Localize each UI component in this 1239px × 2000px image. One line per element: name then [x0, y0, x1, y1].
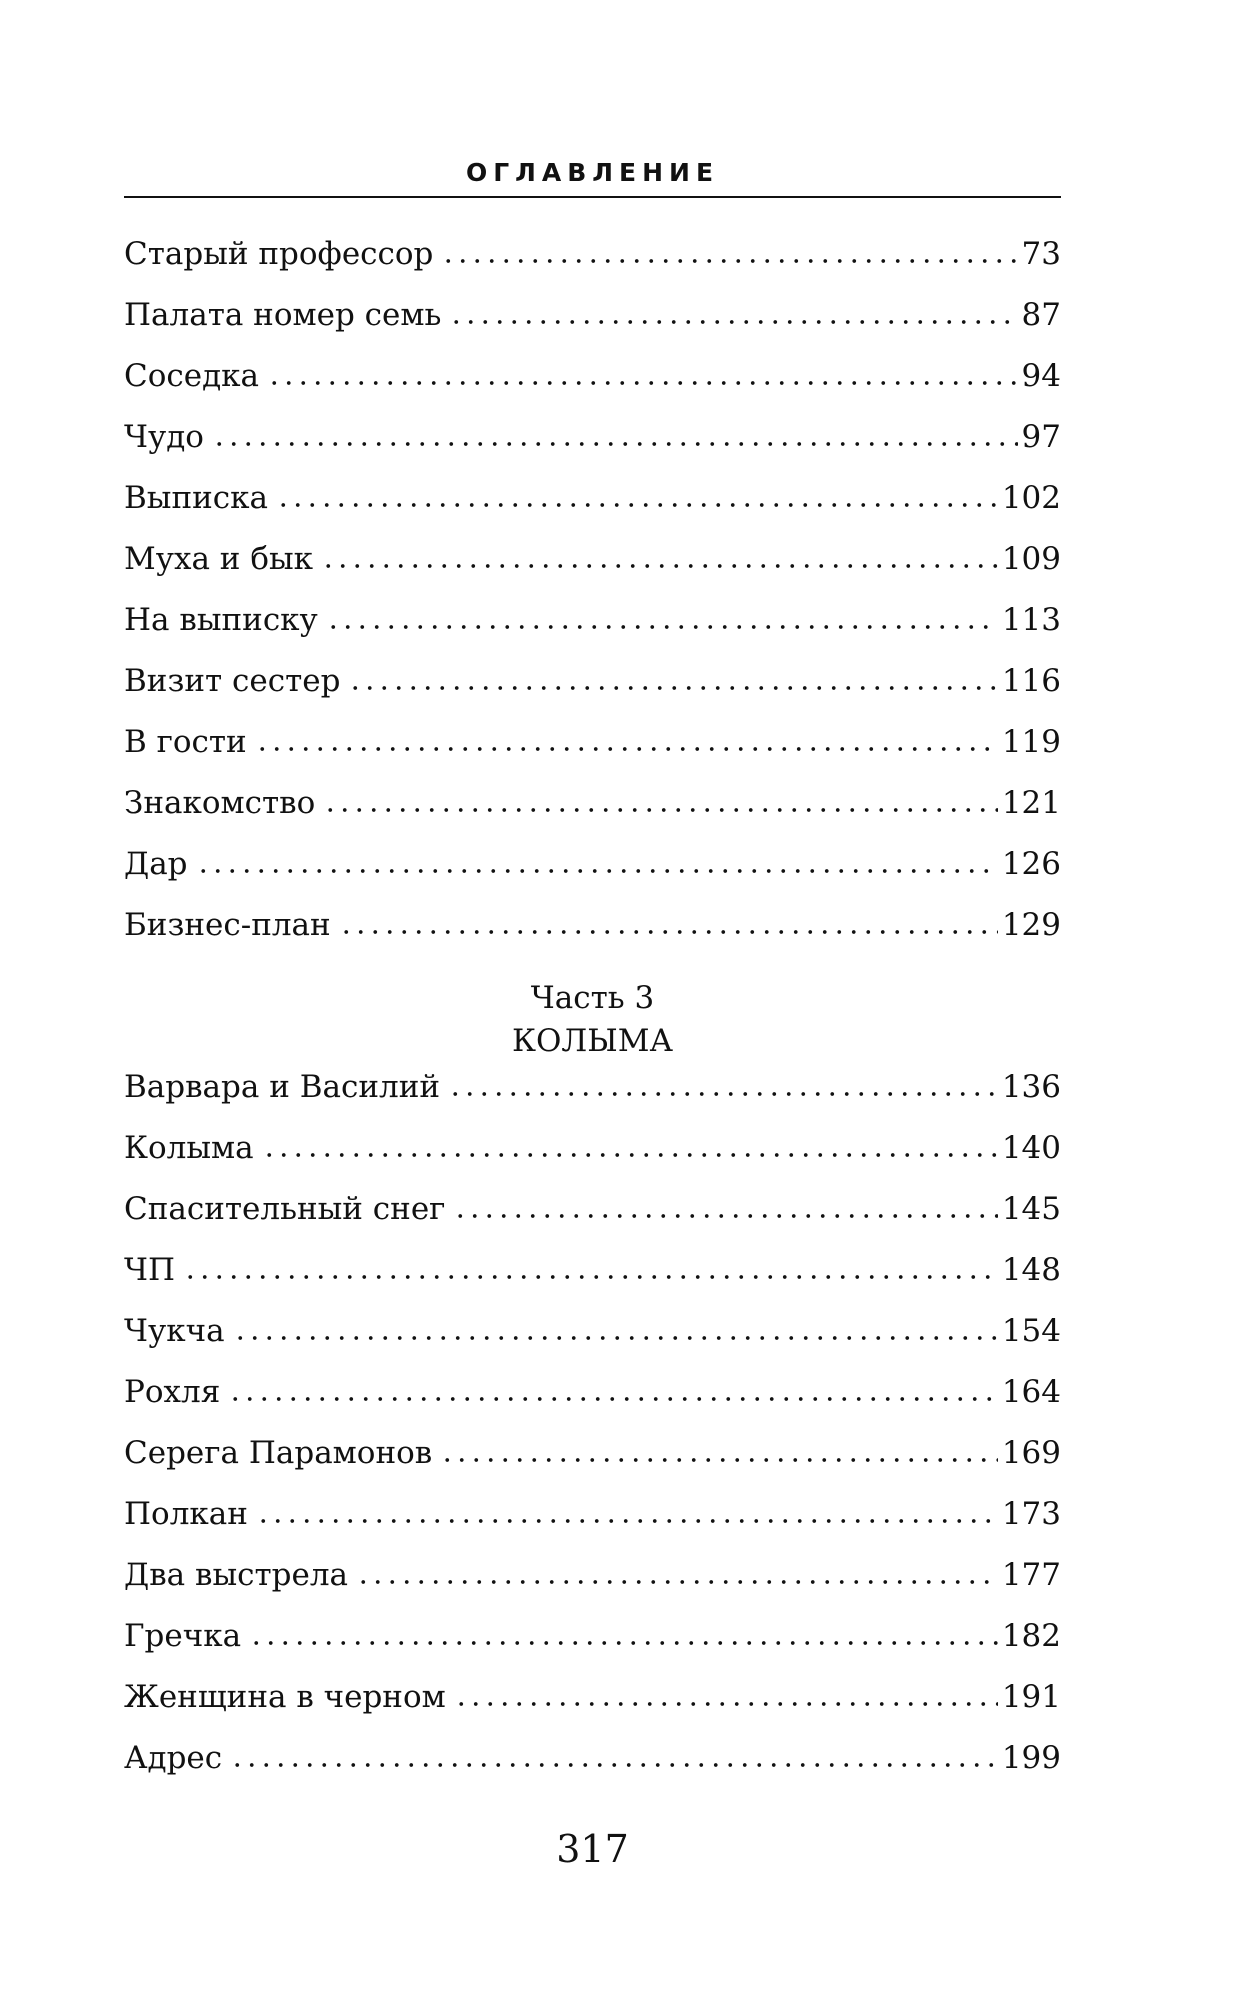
toc-entry-page: 126 — [1001, 846, 1061, 882]
toc-entry-page: 182 — [1001, 1618, 1061, 1654]
dot-leader — [441, 258, 1017, 264]
toc-entry[interactable] — [124, 720, 1061, 764]
toc-entry[interactable] — [124, 903, 1061, 947]
part-title: КОЛЫМА — [512, 1023, 673, 1059]
toc-entry-page: 87 — [1021, 297, 1061, 333]
toc-entry-title: ЧП — [124, 1252, 175, 1288]
toc-entry-page: 94 — [1021, 358, 1061, 394]
toc-entry-page: 116 — [1001, 663, 1061, 699]
dot-leader — [255, 746, 998, 752]
toc-entry-title: Полкан — [124, 1496, 248, 1532]
dot-leader — [233, 1335, 998, 1341]
toc-entry[interactable] — [124, 1370, 1061, 1414]
toc-entry-title: Рохля — [124, 1374, 221, 1410]
dot-leader — [323, 807, 998, 813]
toc-entry-title: Выписка — [124, 480, 268, 516]
toc-entry[interactable] — [124, 598, 1061, 642]
toc-entry[interactable] — [124, 1736, 1061, 1780]
toc-entry-page: 73 — [1021, 236, 1061, 272]
toc-entry-page: 199 — [1001, 1740, 1061, 1776]
dot-leader — [321, 563, 998, 569]
toc-entry[interactable] — [124, 659, 1061, 703]
part-label: Часть 3 — [530, 980, 655, 1016]
dot-leader — [454, 1701, 998, 1707]
toc-entry-title: Два выстрела — [124, 1557, 348, 1593]
toc-entry[interactable] — [124, 1248, 1061, 1292]
toc-entry[interactable] — [124, 1431, 1061, 1475]
toc-entry[interactable] — [124, 293, 1061, 337]
dot-leader — [348, 685, 997, 691]
dot-leader — [356, 1579, 998, 1585]
toc-entry-title: Старый профессор — [124, 236, 434, 272]
toc-entry[interactable] — [124, 1126, 1061, 1170]
toc-entry-title: Палата номер семь — [124, 297, 442, 333]
dot-leader — [230, 1762, 998, 1768]
toc-entry-page: 140 — [1001, 1130, 1061, 1166]
running-head: ОГЛАВЛЕНИЕ — [465, 158, 720, 187]
toc-entry[interactable] — [124, 476, 1061, 520]
toc-entry-title: Чукча — [124, 1313, 225, 1349]
dot-leader — [228, 1396, 998, 1402]
dot-leader — [448, 1091, 998, 1097]
dot-leader — [249, 1640, 998, 1646]
toc-entry-title: Гречка — [124, 1618, 242, 1654]
toc-entry-title: Знакомство — [124, 785, 316, 821]
toc-entry[interactable] — [124, 415, 1061, 459]
toc-entry-page: 113 — [1001, 602, 1061, 638]
toc-entry-page: 154 — [1001, 1313, 1061, 1349]
dot-leader — [183, 1274, 998, 1280]
toc-entry-title: В гости — [124, 724, 247, 760]
toc-entry-title: Чудо — [124, 419, 204, 455]
toc-entry-page: 109 — [1001, 541, 1061, 577]
toc-entry[interactable] — [124, 1492, 1061, 1536]
toc-entry-title: Варвара и Василий — [124, 1069, 441, 1105]
toc-entry-page: 97 — [1021, 419, 1061, 455]
toc-entry-page: 129 — [1001, 907, 1061, 943]
toc-entry-page: 145 — [1001, 1191, 1061, 1227]
toc-entry[interactable] — [124, 842, 1061, 886]
toc-entry[interactable] — [124, 537, 1061, 581]
toc-entry-page: 164 — [1001, 1374, 1061, 1410]
dot-leader — [440, 1457, 998, 1463]
toc-entry-page: 119 — [1001, 724, 1061, 760]
toc-entry-page: 148 — [1001, 1252, 1061, 1288]
toc-entry-page: 177 — [1001, 1557, 1061, 1593]
toc-entry-title: Спасительный снег — [124, 1191, 446, 1227]
toc-entry-page: 173 — [1001, 1496, 1061, 1532]
toc-entry[interactable] — [124, 1553, 1061, 1597]
toc-entry-title: Дар — [124, 846, 188, 882]
dot-leader — [453, 1213, 997, 1219]
dot-leader — [326, 624, 998, 630]
toc-page — [124, 0, 1061, 2000]
page-number: 317 — [556, 1827, 629, 1871]
toc-entry-page: 191 — [1001, 1679, 1061, 1715]
dot-leader — [262, 1152, 998, 1158]
toc-entry-page: 136 — [1001, 1069, 1061, 1105]
toc-entry-page: 121 — [1001, 785, 1061, 821]
dot-leader — [449, 319, 1017, 325]
toc-entry-title: Бизнес-план — [124, 907, 331, 943]
dot-leader — [267, 380, 1018, 386]
toc-entry-title: Серега Парамонов — [124, 1435, 433, 1471]
toc-entry[interactable] — [124, 1309, 1061, 1353]
toc-entry[interactable] — [124, 1675, 1061, 1719]
dot-leader — [212, 441, 1018, 447]
toc-entry[interactable] — [124, 1187, 1061, 1231]
toc-entry-title: Адрес — [124, 1740, 223, 1776]
dot-leader — [276, 502, 998, 508]
dot-leader — [196, 868, 998, 874]
toc-entry-page: 169 — [1001, 1435, 1061, 1471]
header-rule — [124, 196, 1061, 198]
toc-entry-title: На выписку — [124, 602, 318, 638]
toc-entry-title: Соседка — [124, 358, 260, 394]
toc-entry[interactable] — [124, 232, 1061, 276]
toc-entry[interactable] — [124, 354, 1061, 398]
toc-entry[interactable] — [124, 1065, 1061, 1109]
dot-leader — [339, 929, 998, 935]
toc-entry-title: Колыма — [124, 1130, 254, 1166]
dot-leader — [256, 1518, 998, 1524]
toc-entry[interactable] — [124, 1614, 1061, 1658]
toc-entry-title: Визит сестер — [124, 663, 341, 699]
toc-entry[interactable] — [124, 781, 1061, 825]
toc-entry-page: 102 — [1001, 480, 1061, 516]
toc-entry-title: Женщина в черном — [124, 1679, 446, 1715]
toc-entry-title: Муха и бык — [124, 541, 314, 577]
